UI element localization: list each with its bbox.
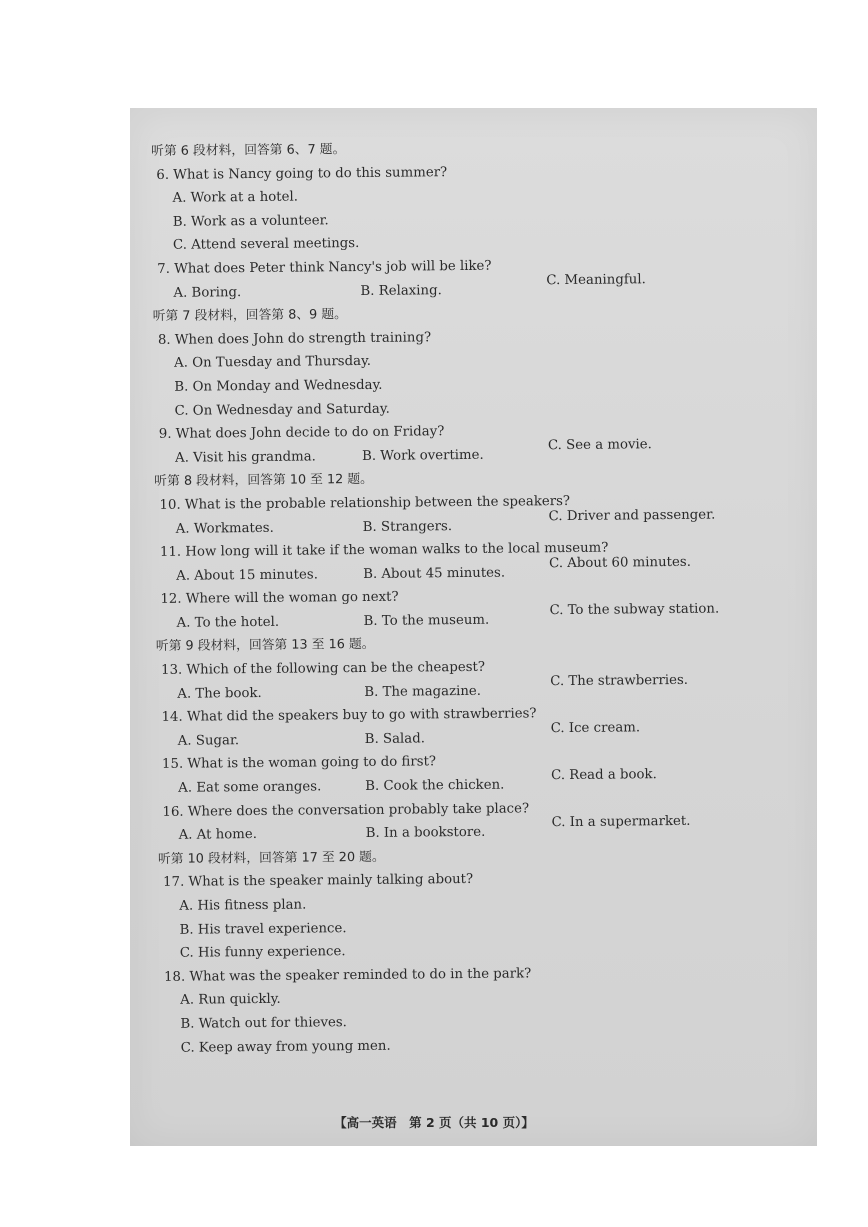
question: 14. What did the speakers buy to go with strawberries? (161, 706, 537, 726)
option: B. On Monday and Wednesday. (174, 377, 383, 395)
option: C. Keep away from young men. (180, 1038, 391, 1056)
option: A. Run quickly. (180, 992, 281, 1009)
option-c: C. Ice cream. (550, 720, 641, 737)
question: 17. What is the speaker mainly talking about? (163, 872, 474, 891)
option-b: B. About 45 minutes. (363, 565, 506, 582)
question: 8. When does John do strength training? (157, 330, 432, 348)
option: A. On Tuesday and Thursday. (174, 354, 372, 372)
option-c: C. See a movie. (547, 436, 652, 453)
option-a: A. Sugar. (177, 733, 240, 749)
option-b: B. Work overtime. (361, 447, 484, 464)
question: 10. What is the probable relationship between the speakers? (159, 493, 571, 513)
question: 7. What does Peter think Nancy's job will be like? (157, 258, 492, 277)
question: 12. Where will the woman go next? (160, 589, 399, 608)
option-c: C. To the subway station. (549, 601, 720, 619)
option-c: C. In a supermarket. (551, 814, 691, 831)
option-a: A. The book. (177, 685, 262, 702)
option-c: C. Meaningful. (546, 271, 646, 288)
option: B. His travel experience. (179, 920, 347, 938)
option-b: B. Cook the chicken. (365, 777, 505, 794)
option: A. Work at a hotel. (172, 189, 299, 206)
section-heading: 听第 8 段材料，回答第 10 至 12 题。 (154, 472, 374, 490)
section-heading: 听第 6 段材料，回答第 6、7 题。 (151, 142, 346, 159)
option-b: B. Relaxing. (360, 282, 442, 299)
option: C. On Wednesday and Saturday. (174, 401, 390, 419)
option-a: A. Visit his grandma. (174, 449, 316, 466)
option-c: C. Read a book. (551, 767, 657, 784)
question: 15. What is the woman going to do first? (161, 754, 437, 773)
option: C. Attend several meetings. (172, 236, 360, 254)
option: B. Watch out for thieves. (180, 1015, 347, 1032)
section-heading: 听第 7 段材料，回答第 8、9 题。 (152, 307, 348, 325)
option-b: B. Salad. (364, 731, 426, 747)
option-b: B. To the museum. (363, 612, 490, 629)
option-a: A. At home. (178, 827, 258, 843)
page-footer: 【高一英语 第 2 页（共 10 页）】 (334, 1115, 534, 1130)
option-b: B. In a bookstore. (365, 825, 486, 842)
option-b: B. The magazine. (364, 683, 482, 700)
option-a: A. To the hotel. (176, 614, 280, 631)
option: A. His fitness plan. (179, 897, 307, 914)
question: 6. What is Nancy going to do this summer? (156, 164, 448, 183)
question: 18. What was the speaker reminded to do in the park? (163, 966, 532, 985)
option-a: A. Workmates. (175, 520, 274, 537)
option-c: C. Driver and passenger. (548, 507, 716, 524)
question: 11. How long will it take if the woman walks to the local museum? (159, 540, 609, 561)
option-a: A. About 15 minutes. (176, 567, 318, 584)
option: B. Work as a volunteer. (172, 213, 329, 230)
question: 9. What does John decide to do on Friday? (158, 424, 445, 443)
option-c: C. The strawberries. (550, 672, 689, 689)
option-a: A. Eat some oranges. (178, 779, 322, 796)
question: 16. Where does the conversation probably take place? (162, 801, 530, 820)
section-heading: 听第 10 段材料，回答第 17 至 20 题。 (157, 849, 385, 867)
option-b: B. Strangers. (362, 518, 453, 535)
section-heading: 听第 9 段材料，回答第 13 至 16 题。 (155, 637, 375, 655)
question: 13. Which of the following can be the cheapest? (161, 659, 486, 678)
exam-content (150, 134, 779, 1060)
option: C. His funny experience. (179, 944, 346, 961)
option-a: A. Boring. (173, 284, 242, 301)
option-c: C. About 60 minutes. (549, 554, 691, 571)
